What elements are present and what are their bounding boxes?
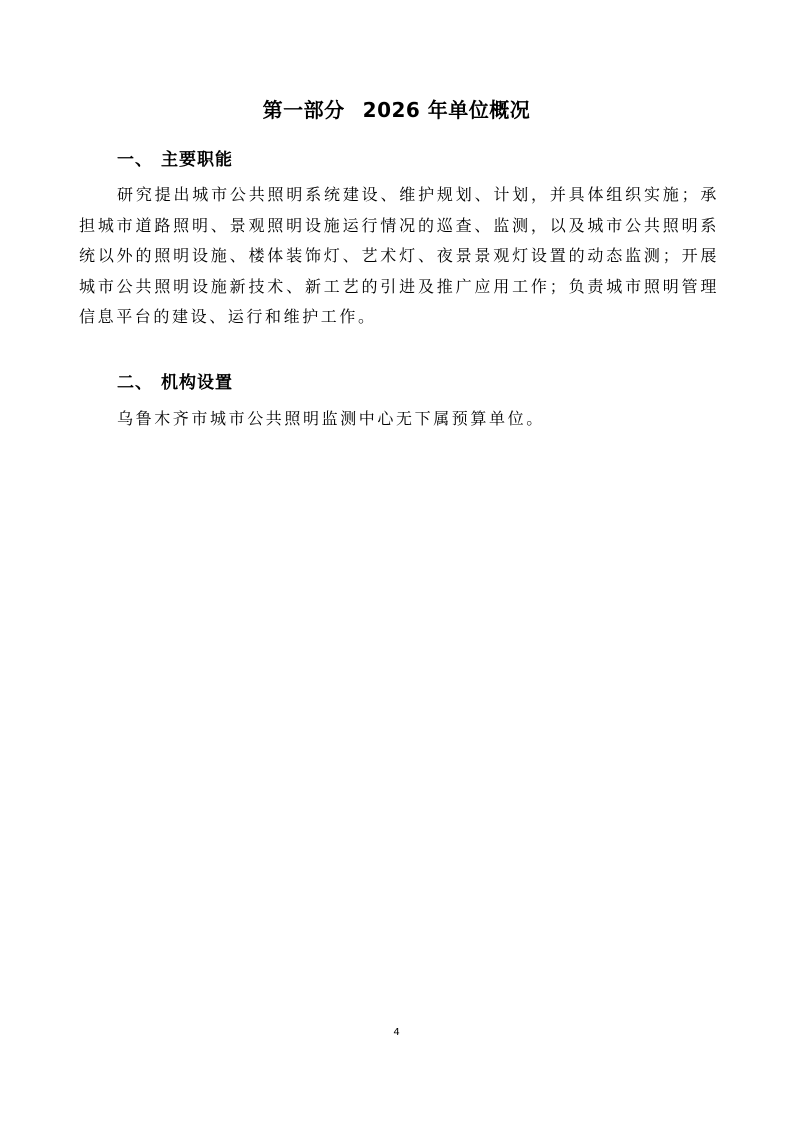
page-title-text: 2026 年单位概况: [362, 98, 531, 122]
section-number: 二、: [117, 373, 153, 393]
page-title-part: 第一部分: [262, 98, 345, 122]
section-title: 机构设置: [161, 373, 233, 393]
section-heading-organization: [117, 371, 233, 395]
page-title: [0, 96, 793, 124]
section-heading-functions: [117, 148, 233, 172]
organization-paragraph: 乌鲁木齐市城市公共照明监测中心无下属预算单位。: [117, 409, 545, 428]
page-number: 4: [393, 1027, 400, 1038]
functions-paragraph: 研究提出城市公共照明系统建设、维护规划、计划，并具体组织实施；承担城市道路照明、景观照明设施运行情况的巡查、监测，以及城市公共照明系统以外的照明设施、楼体装饰灯、艺术灯、夜景景观灯设置的动态监测；开展城市公共照明设施新技术、新工艺的引进及推广应用工作；负责城市照明管理信息平台的建设、运行和维护工作。: [79, 185, 719, 326]
section-number: 一、: [117, 150, 153, 170]
section-title: 主要职能: [161, 150, 233, 170]
